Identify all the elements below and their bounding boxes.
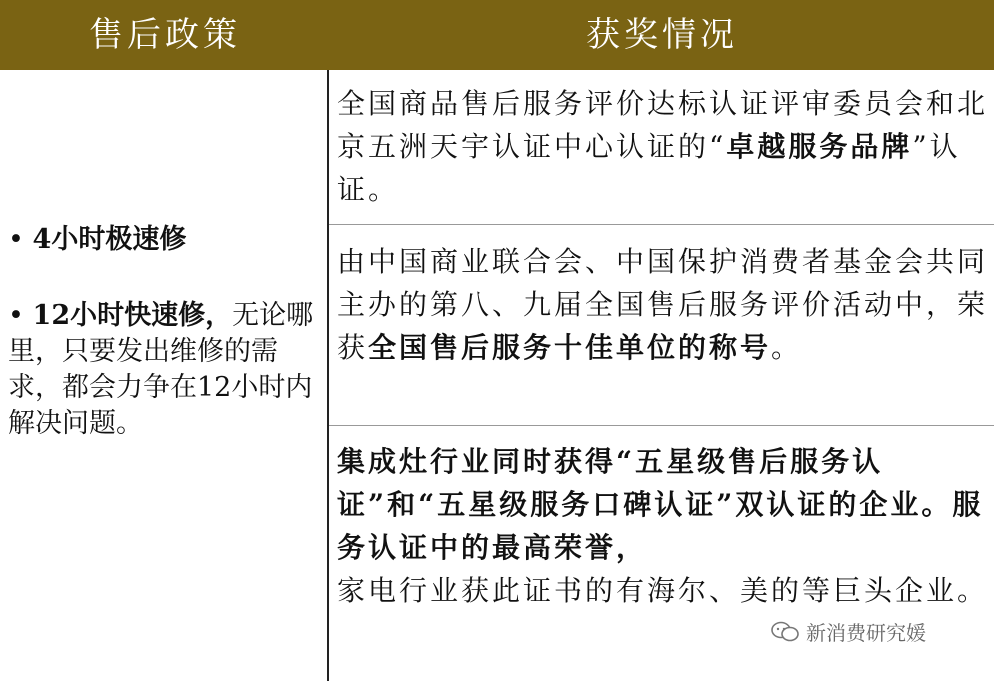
award-1-highlight: 卓越服务品牌 — [726, 130, 913, 163]
column-divider — [327, 70, 329, 681]
header-awards: 获奖情况 — [586, 15, 738, 55]
policy-12h-repair: 12小时快速修， — [32, 300, 233, 331]
row-divider — [329, 425, 994, 426]
policy-cell — [8, 222, 324, 458]
row-divider — [329, 224, 994, 225]
bullet: • — [8, 300, 24, 331]
policy-4h-repair: 4小时极速修 — [32, 224, 187, 255]
bullet: • — [8, 224, 24, 255]
award-3-text: 家电行业获此证书的有海尔、美的等巨头企业。 — [337, 574, 989, 607]
award-2-highlight: 全国售后服务十佳单位的称号 — [368, 331, 772, 364]
policy-item-2 — [8, 298, 324, 442]
wechat-watermark — [770, 617, 926, 646]
wechat-icon — [770, 621, 800, 643]
award-1-text: 全国商品售后服务评价达标认证评审委员会和北京五洲天宇认证中心认证的“ — [337, 87, 989, 163]
award-row-3 — [337, 440, 989, 612]
award-row-1 — [337, 82, 989, 211]
award-2-suffix: 。 — [771, 331, 803, 364]
award-1-suffix: ”认证。 — [337, 130, 961, 206]
watermark-text: 新消费研究媛 — [806, 621, 926, 645]
award-3-highlight: 集成灶行业同时获得“五星级售后服务认证”和“五星级服务口碑认证”双认证的企业。服务认证中的最高荣誉， — [337, 445, 984, 564]
policy-item-1 — [8, 222, 324, 258]
policy-12h-description: 无论哪里，只要发出维修的需求，都会力争在12小时内解决问题。 — [8, 300, 314, 439]
header-after-sales-policy: 售后政策 — [89, 15, 241, 55]
award-2-text: 由中国商业联合会、中国保护消费者基金会共同主办的第八、九届全国售后服务评价活动中，荣获 — [337, 245, 989, 364]
award-row-2 — [337, 240, 989, 369]
table-header — [0, 0, 994, 70]
